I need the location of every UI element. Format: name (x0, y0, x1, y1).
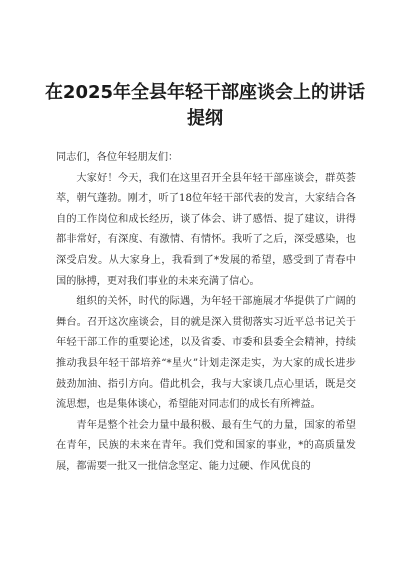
greeting: 同志们，各位年轻朋友们： (56, 152, 179, 163)
paragraph-3: 青年是整个社会力量中最积极、最有生气的力量，国家的希望在青年，民族的未来在青年。我们党和国家的事业，*的高质量发展，都需要一批又一批信念坚定、能力过硬、作风优良的 (56, 419, 356, 472)
document-title: 在2025年全县年轻干部座谈会上的讲话提纲 (44, 82, 366, 129)
paragraph-1: 大家好！今天，我们在这里召开全县年轻干部座谈会，群英荟萃，朝气蓬勃。刚才，听了18位年轻干部代表的发言，大家结合各自的工作岗位和成长经历，谈了体会、讲了感悟、提了建议，讲得都非常好，有深度、有激情、有情怀。我听了之后，深受感染，也深受启发。从大家身上，我看到了*发展的希望，感受到了青春中国的脉搏，更对我们事业的未来充满了信心。 (56, 172, 356, 287)
paragraph-2: 组织的关怀，时代的际遇，为年轻干部施展才华提供了广阔的舞台。召开这次座谈会，目的就是深入贯彻落实习近平总书记关于年轻干部工作的重要论述，以及省委、市委和县委全会精神，持续推动我县年轻干部培养“*星火”计划走深走实，为大家的成长进步鼓劲加油、指引方向。借此机会，我与大家谈几点心里话，既是交流思想，也是集体谈心，希望能对同志们的成长有所裨益。 (56, 296, 356, 411)
document-body (56, 148, 356, 478)
